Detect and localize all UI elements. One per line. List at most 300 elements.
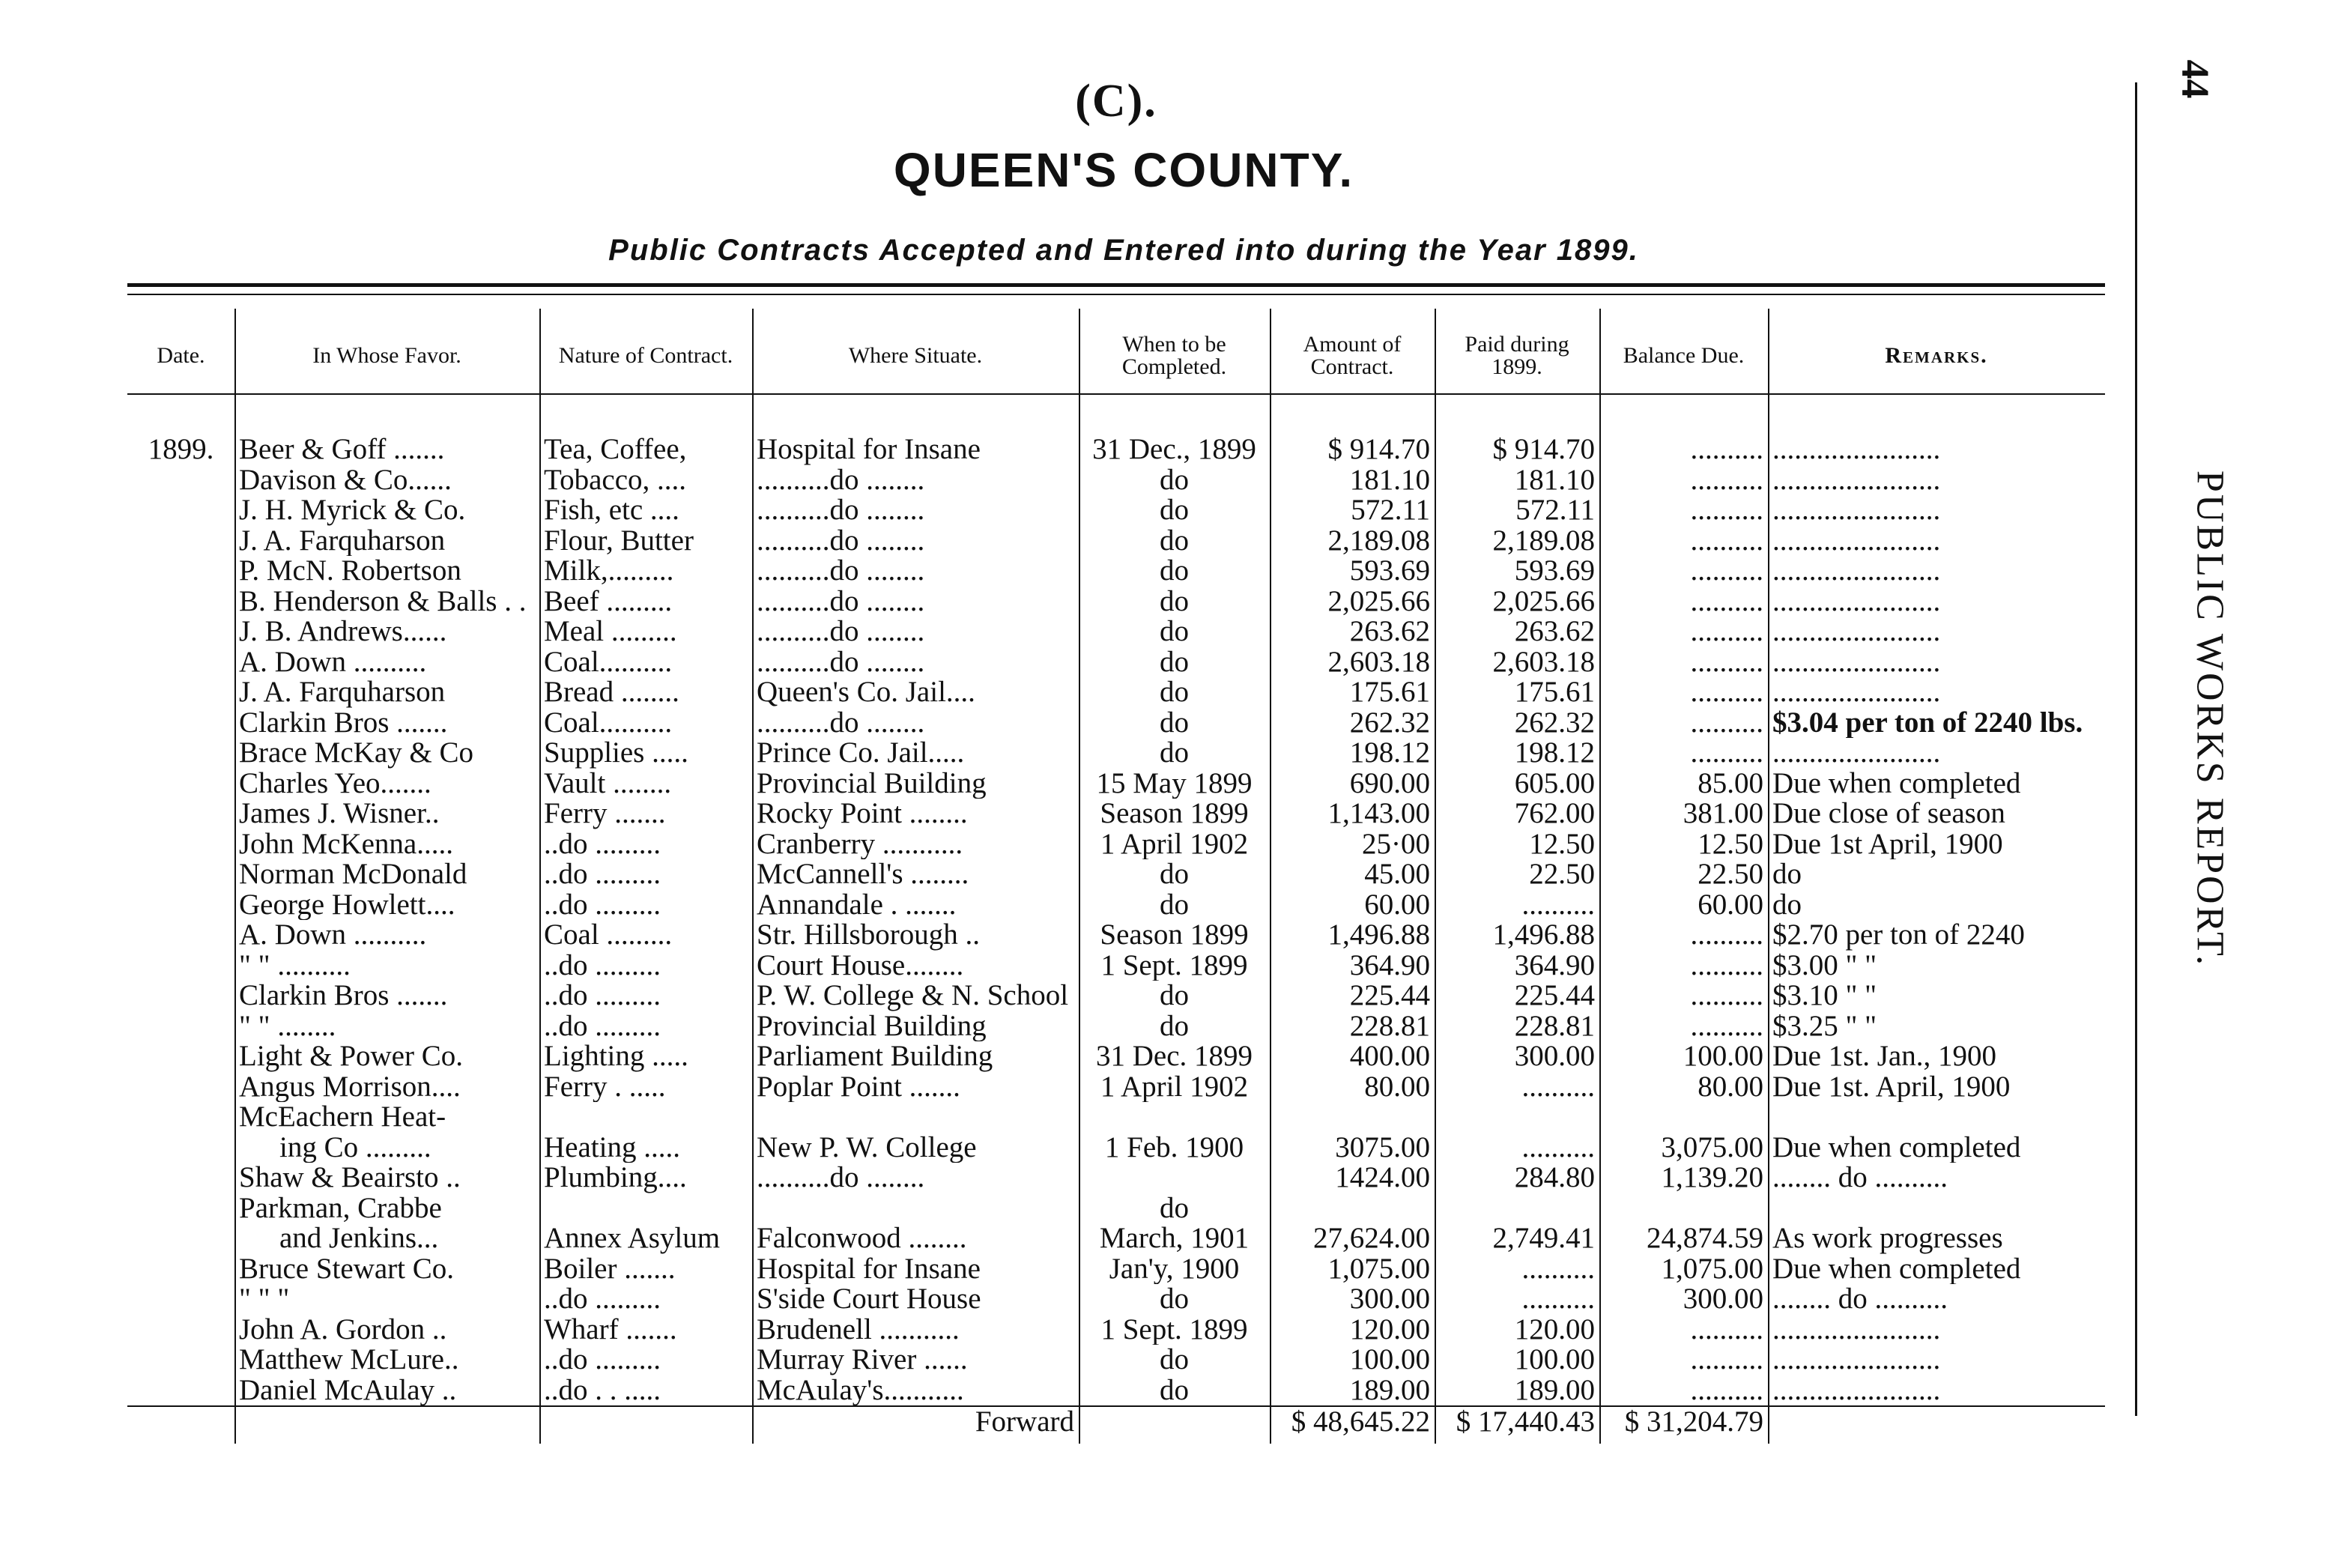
cell-situate: ..........do ........ [757,556,925,587]
cell-nature: Supplies ..... [544,738,688,769]
cell-remarks [1768,1102,2105,1133]
cell-date [127,617,234,647]
cell-favor: George Howlett.... [239,889,455,920]
cell-when: 15 May 1899 [1096,768,1253,799]
cell-paid: 605.00 [1514,768,1595,799]
cell-when: do [1160,464,1189,495]
cell-remarks: ....................... [1772,738,1941,769]
cell-amount: 3075.00 [1335,1132,1430,1163]
table-row [127,890,2105,921]
cell-favor: Angus Morrison.... [239,1071,461,1102]
cell-favor: J. H. Myrick & Co. [239,495,466,526]
cell-nature: Tea, Coffee, [544,435,687,465]
table-row [127,1284,2105,1315]
cell-amount: 690.00 [1349,768,1430,799]
cell-nature: ..do ......... [544,1011,661,1041]
cell-paid: 12.50 [1529,829,1595,859]
forward-label: Forward [752,1406,1079,1438]
cell-paid: 228.81 [1514,1011,1595,1041]
cell-date [127,526,234,557]
cell-remarks: Due close of season [1772,799,2005,829]
cell-date [127,738,234,769]
cell-paid: .......... [1521,889,1595,920]
cell-remarks: Due 1st. April, 1900 [1772,1071,2011,1102]
cell-situate: ..........do ........ [757,525,925,556]
cell-situate: ..........do ........ [757,586,925,617]
cell-situate: Prince Co. Jail..... [757,738,965,769]
cell-nature: ..do ......... [544,859,661,890]
table-row [127,435,2105,465]
cell-balance: .......... [1690,495,1763,526]
cell-paid: 22.50 [1529,859,1595,890]
cell-when: do [1160,647,1189,677]
cell-paid: 300.00 [1514,1041,1595,1072]
cell-amount: 593.69 [1349,556,1430,587]
cell-favor: " " .......... [239,950,351,981]
cell-balance: 1,075.00 [1661,1253,1763,1284]
cell-remarks: $3.25 " " [1772,1011,1877,1041]
cell-when: do [1160,495,1189,526]
cell-remarks: $3.04 per ton of 2240 lbs. [1772,707,2083,738]
cell-remarks: Due 1st April, 1900 [1772,829,2003,859]
cell-nature: ..do ......... [544,981,661,1011]
cell-situate: Poplar Point ....... [757,1071,960,1102]
cell-paid: 1,496.88 [1492,920,1595,951]
cell-when: Jan'y, 1900 [1109,1253,1240,1284]
cell-nature: ..do ......... [544,1345,661,1375]
col-header-paid: Paid during 1899. [1465,332,1569,379]
table-row [127,738,2105,769]
cell-paid: 198.12 [1514,738,1595,769]
cell-date [127,556,234,587]
cell-balance [1599,1193,1768,1224]
cell-favor: Parkman, Crabbe [239,1193,442,1223]
table-row [127,1193,2105,1224]
cell-balance: .......... [1690,617,1763,647]
cell-balance: .......... [1690,556,1763,587]
cell-amount: 175.61 [1349,677,1430,708]
cell-favor: Davison & Co...... [239,464,452,495]
cell-nature: Heating ..... [544,1132,680,1163]
table-row [127,1375,2105,1407]
cell-favor: Beer & Goff ....... [239,435,445,465]
cell-when: do [1160,525,1189,556]
cell-remarks: do [1772,859,1802,890]
forward-paid: $ 17,440.43 [1435,1406,1599,1438]
cell-nature: Plumbing.... [544,1163,687,1193]
cell-paid: 593.69 [1514,556,1595,587]
cell-nature: Fish, etc .... [544,495,679,526]
cell-when: do [1160,586,1189,617]
cell-when: 1 Sept. 1899 [1100,950,1248,981]
cell-remarks: ....................... [1772,617,1941,647]
cell-nature: Ferry ....... [544,799,666,829]
page-number: 44 [2173,59,2217,99]
cell-when: 1 April 1902 [1100,1071,1249,1102]
cell-paid [1435,1193,1599,1224]
cell-when: do [1160,1375,1189,1406]
table-row [127,708,2105,739]
cell-situate: Rocky Point ........ [757,799,968,829]
cell-nature: ..do ......... [544,1284,661,1315]
cell-situate: ..........do ........ [757,1163,925,1193]
cell-favor: Daniel McAulay .. [239,1375,457,1406]
cell-situate: Murray River ...... [757,1345,968,1375]
cell-paid [1435,1102,1599,1133]
cell-amount: 27,624.00 [1313,1223,1430,1254]
cell-when: 1 April 1902 [1100,829,1249,859]
cell-favor: Bruce Stewart Co. [239,1253,455,1284]
cell-amount: 80.00 [1364,1071,1430,1102]
cell-date [127,1011,234,1042]
cell-amount: 45.00 [1364,859,1430,890]
cell-remarks: ....................... [1772,647,1941,677]
cell-date [127,1072,234,1103]
cell-favor: Norman McDonald [239,859,467,890]
cell-nature: Milk,......... [544,556,674,587]
cell-date [127,677,234,708]
cell-amount: 300.00 [1349,1284,1430,1315]
page-title: QUEEN'S COUNTY. [893,143,1354,197]
cell-when: do [1160,889,1189,920]
cell-balance: .......... [1690,1345,1763,1375]
cell-nature: ..do ......... [544,889,661,920]
table-row [127,769,2105,799]
page-margin-rule [2135,82,2137,1416]
cell-remarks: $3.00 " " [1772,950,1877,981]
cell-balance: .......... [1690,920,1763,951]
cell-date [127,981,234,1011]
cell-balance: 24,874.59 [1647,1223,1763,1254]
cell-remarks: ....................... [1772,525,1941,556]
cell-situate: Provincial Building [757,768,987,799]
cell-date: 1899. [148,435,214,465]
cell-situate: New P. W. College [757,1132,977,1163]
cell-balance: 3,075.00 [1661,1132,1763,1163]
col-header-remarks: Remarks. [1885,343,1988,368]
cell-remarks: Due when completed [1772,1132,2021,1163]
cell-when: do [1160,677,1189,708]
cell-date [127,1254,234,1285]
cell-date [127,1193,234,1224]
cell-situate: McCannell's ........ [757,859,969,890]
col-header-favor: In Whose Favor. [312,343,461,368]
cell-nature [539,1102,752,1133]
cell-situate: P. W. College & N. School [757,981,1069,1011]
cell-date [127,769,234,799]
cell-remarks: ....................... [1772,1314,1941,1345]
cell-situate: Provincial Building [757,1011,987,1041]
cell-amount: 262.32 [1349,707,1430,738]
contracts-table [127,315,2105,1438]
cell-date [127,1041,234,1072]
cell-balance: .......... [1690,464,1763,495]
cell-amount: 2,603.18 [1327,647,1430,677]
cell-amount: 100.00 [1349,1345,1430,1375]
cell-nature: Meal ......... [544,617,677,647]
cell-when: 31 Dec. 1899 [1095,1041,1253,1072]
cell-paid: 2,749.41 [1492,1223,1595,1254]
cell-balance: 80.00 [1698,1071,1763,1102]
cell-balance: .......... [1690,647,1763,677]
cell-amount: 1,075.00 [1327,1253,1430,1284]
cell-amount: $ 914.70 [1327,435,1430,465]
table-row [127,1345,2105,1375]
cell-when: do [1160,707,1189,738]
cell-paid: 2,189.08 [1492,525,1595,556]
cell-situate: McAulay's........... [757,1375,964,1406]
cell-nature: ..do ......... [544,950,661,981]
cell-amount: 1424.00 [1335,1163,1430,1193]
cell-amount: 181.10 [1349,464,1430,495]
cell-remarks: Due 1st. Jan., 1900 [1772,1041,1996,1072]
table-row [127,1133,2105,1163]
cell-amount: 2,189.08 [1327,525,1430,556]
running-head: PUBLIC WORKS REPORT. [2188,470,2232,968]
table-row [127,799,2105,829]
forward-amount: $ 48,645.22 [1270,1406,1435,1438]
cell-when: do [1160,859,1189,890]
section-letter: (C). [1075,76,1157,127]
cell-balance: 12.50 [1698,829,1763,859]
table-row [127,1163,2105,1193]
cell-date [127,890,234,921]
cell-balance: .......... [1690,707,1763,738]
cell-remarks: As work progresses [1772,1223,2003,1254]
cell-favor: John A. Gordon .. [239,1314,447,1345]
cell-nature: Coal ......... [544,920,673,951]
table-row [127,556,2105,587]
cell-balance: 22.50 [1698,859,1763,890]
cell-balance: .......... [1690,435,1763,465]
cell-amount: 263.62 [1349,617,1430,647]
cell-favor: James J. Wisner.. [239,799,440,829]
cell-situate [752,1102,1079,1133]
cell-amount: 228.81 [1349,1011,1430,1041]
cell-favor: McEachern Heat- [239,1102,446,1133]
cell-remarks: ....................... [1772,586,1941,617]
cell-nature: Coal.......... [544,647,673,677]
cell-when: Season 1899 [1100,799,1249,829]
cell-remarks: ........ do .......... [1772,1163,1948,1193]
cell-when: do [1160,1345,1189,1375]
page-subtitle: Public Contracts Accepted and Entered into during the Year 1899. [608,234,1639,267]
table-row [127,1041,2105,1072]
cell-situate [752,1193,1079,1224]
cell-amount: 60.00 [1364,889,1430,920]
cell-amount: 572.11 [1351,495,1430,526]
cell-date [127,465,234,496]
cell-amount [1270,1102,1435,1133]
cell-situate: Annandale . ....... [757,889,957,920]
cell-remarks: ....................... [1772,435,1941,465]
col-header-situate: Where Situate. [848,343,983,368]
cell-paid: .......... [1521,1071,1595,1102]
cell-favor: A. Down .......... [239,647,427,677]
cell-paid: 284.80 [1514,1163,1595,1193]
table-row [127,1223,2105,1254]
cell-balance: .......... [1690,525,1763,556]
cell-date [127,920,234,951]
cell-favor: " " ........ [239,1011,336,1041]
cell-remarks [1768,1193,2105,1224]
cell-remarks: ....................... [1772,1375,1941,1406]
cell-when: do [1160,556,1189,587]
cell-date [127,587,234,617]
cell-remarks: ....................... [1772,556,1941,587]
table-row [127,920,2105,951]
forward-row [127,1406,2105,1438]
cell-paid: 120.00 [1514,1314,1595,1345]
cell-date [127,859,234,890]
cell-favor: J. A. Farquharson [239,677,446,708]
cell-amount: 1,143.00 [1327,799,1430,829]
cell-remarks: ....................... [1772,464,1941,495]
cell-balance: 1,139.20 [1661,1163,1763,1193]
cell-paid: 572.11 [1515,495,1595,526]
table-row [127,677,2105,708]
cell-favor: and Jenkins... [279,1223,439,1254]
table-row [127,859,2105,890]
table-row [127,495,2105,526]
cell-paid: 181.10 [1514,464,1595,495]
cell-favor: John McKenna..... [239,829,453,859]
cell-when [1079,1102,1270,1133]
table-row [127,617,2105,647]
cell-nature: Lighting ..... [544,1041,688,1072]
col-header-when: When to be Completed. [1121,332,1227,379]
cell-favor: Shaw & Beairsto .. [239,1163,461,1193]
cell-date [127,829,234,860]
cell-paid: 2,025.66 [1492,586,1595,617]
cell-date [127,1223,234,1254]
cell-when: do [1160,617,1189,647]
cell-date [127,1133,234,1163]
cell-balance: 300.00 [1683,1284,1763,1315]
cell-paid: $ 914.70 [1492,435,1595,465]
cell-favor: ing Co ......... [279,1132,431,1163]
cell-date [127,1163,234,1193]
cell-situate: Queen's Co. Jail.... [757,677,975,708]
table-row [127,951,2105,981]
cell-nature: Tobacco, .... [544,464,687,495]
cell-when: do [1160,981,1189,1011]
cell-favor: Brace McKay & Co [239,738,473,769]
col-header-date: Date. [157,343,205,368]
cell-favor: J. A. Farquharson [239,525,446,556]
cell-situate: ..........do ........ [757,707,925,738]
table-body [127,397,2105,1406]
table-row [127,981,2105,1011]
cell-nature: Boiler ....... [544,1253,676,1284]
header-rule-thick [127,283,2105,287]
table-row [127,1011,2105,1042]
cell-remarks: Due when completed [1772,768,2021,799]
cell-balance: .......... [1690,1011,1763,1041]
cell-favor: " " " [239,1284,290,1315]
cell-date [127,1345,234,1375]
cell-amount: 400.00 [1349,1041,1430,1072]
cell-amount: 364.90 [1349,950,1430,981]
table-row [127,1072,2105,1103]
cell-balance: 60.00 [1698,889,1763,920]
cell-date [127,799,234,829]
table-row [127,647,2105,678]
cell-favor: J. B. Andrews...... [239,617,447,647]
cell-favor: B. Henderson & Balls . . [239,586,527,617]
cell-nature: Flour, Butter [544,525,694,556]
cell-situate: Hospital for Insane [757,1253,981,1284]
cell-amount: 1,496.88 [1327,920,1430,951]
cell-date [127,1315,234,1345]
cell-situate: Court House........ [757,950,964,981]
cell-remarks: ....................... [1772,677,1941,708]
cell-favor: Clarkin Bros ....... [239,981,448,1011]
cell-paid: 762.00 [1514,799,1595,829]
cell-nature: Ferry . ..... [544,1071,666,1102]
cell-balance: 100.00 [1683,1041,1763,1072]
cell-situate: ..........do ........ [757,647,925,677]
cell-amount: 2,025.66 [1327,586,1430,617]
table-row [127,829,2105,860]
cell-paid: 263.62 [1514,617,1595,647]
cell-amount [1270,1193,1435,1224]
cell-favor: Clarkin Bros ....... [239,707,448,738]
col-header-nature: Nature of Contract. [558,343,733,368]
header-rule-thin [127,294,2105,295]
cell-situate: ..........do ........ [757,495,925,526]
cell-balance: .......... [1690,981,1763,1011]
cell-nature: Bread ........ [544,677,679,708]
cell-when [1079,1163,1270,1193]
cell-favor: Charles Yeo....... [239,768,431,799]
cell-date [127,647,234,678]
cell-situate: ..........do ........ [757,617,925,647]
cell-date [127,1102,234,1133]
cell-amount: 198.12 [1349,738,1430,769]
cell-amount: 25·00 [1362,829,1430,859]
cell-nature: Beef ......... [544,586,673,617]
cell-amount: 225.44 [1349,981,1430,1011]
cell-nature: Coal.......... [544,707,673,738]
cell-nature [539,1193,752,1224]
column-header-row [127,315,2105,397]
cell-balance [1599,1102,1768,1133]
cell-balance: .......... [1690,950,1763,981]
cell-nature: Wharf ....... [544,1314,677,1345]
cell-remarks: ....................... [1772,495,1941,526]
cell-when: do [1160,1011,1189,1041]
table-row [127,1254,2105,1285]
cell-when: 1 Sept. 1899 [1100,1314,1248,1345]
cell-paid: 262.32 [1514,707,1595,738]
cell-situate: Brudenell ........... [757,1314,960,1345]
table-row [127,465,2105,496]
table-row [127,1315,2105,1345]
cell-date [127,1284,234,1315]
cell-when: 1 Feb. 1900 [1104,1132,1244,1163]
cell-situate: Str. Hillsborough .. [757,920,980,951]
cell-paid: .......... [1521,1253,1595,1284]
cell-when: do [1160,1284,1189,1315]
cell-paid: .......... [1521,1284,1595,1315]
table-row [127,587,2105,617]
cell-when: March, 1901 [1099,1223,1250,1254]
table-row [127,526,2105,557]
cell-amount: 120.00 [1349,1314,1430,1345]
cell-balance: .......... [1690,1314,1763,1345]
cell-paid: 189.00 [1514,1375,1595,1406]
